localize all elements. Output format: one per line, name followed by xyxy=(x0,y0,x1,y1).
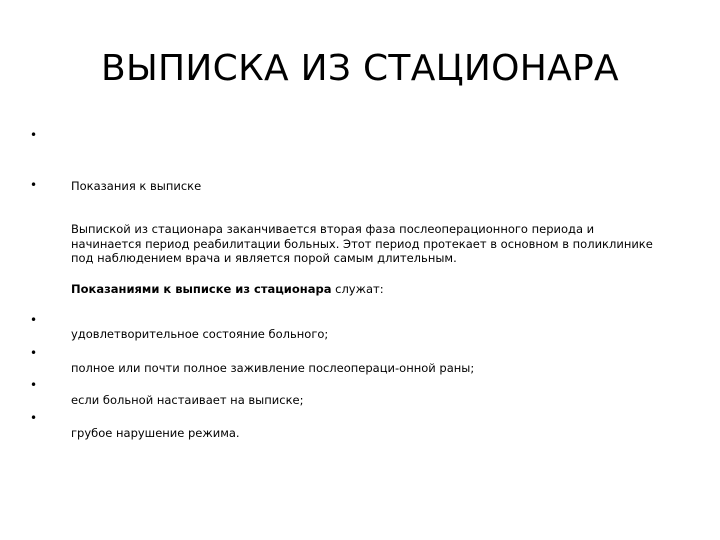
indication-item: если больной настаивает на выписке; xyxy=(71,393,304,407)
paragraph-line: под наблюдением врача и является порой самым длительным. xyxy=(71,251,457,265)
empty-bullet: • xyxy=(30,128,38,142)
indication-bullet: • xyxy=(30,378,38,392)
indication-item: грубое нарушение режима. xyxy=(71,426,240,440)
slide-title: ВЫПИСКА ИЗ СТАЦИОНАРА xyxy=(101,48,619,89)
paragraph-line: начинается период реабилитации больных. Этот период протекает в основном в поликлинике xyxy=(71,236,653,251)
indication-bullet: • xyxy=(30,411,38,425)
section-bullet: • xyxy=(30,178,38,192)
indications-intro xyxy=(71,282,384,296)
indication-bullet: • xyxy=(30,346,38,360)
intro-paragraph xyxy=(71,222,691,266)
paragraph-line: Выпиской из стационара заканчивается вторая фаза послеоперационного периода и xyxy=(71,222,595,236)
indication-item: полное или почти полное заживление послеопераци-онной раны; xyxy=(71,361,475,375)
indication-item: удовлетворительное состояние больного; xyxy=(71,327,329,341)
indication-bullet: • xyxy=(30,313,38,327)
indications-intro-bold: Показаниями к выписке из стационара xyxy=(71,282,332,296)
section-heading: Показания к выписке xyxy=(71,179,202,193)
indications-intro-rest: служат: xyxy=(331,282,384,296)
